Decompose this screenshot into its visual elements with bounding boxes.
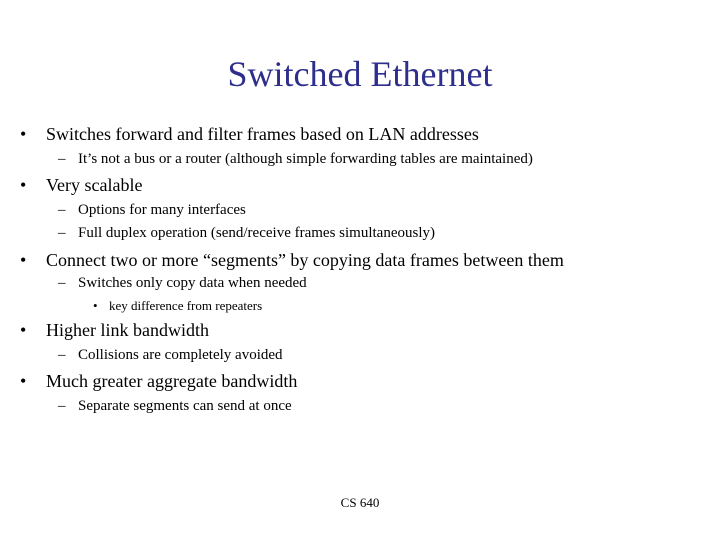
dash-marker: –	[58, 275, 66, 291]
bullet-marker: •	[20, 175, 27, 195]
bullet-4-sub-1: Collisions are completely avoided	[78, 347, 283, 363]
bullet-2-sub-1: Options for many interfaces	[78, 202, 246, 218]
bullet-3-sub-1: Switches only copy data when needed	[78, 275, 307, 291]
bullet-2-text: Very scalable	[46, 175, 143, 195]
bullet-marker: •	[20, 371, 27, 391]
bullet-5-sub-1: Separate segments can send at once	[78, 398, 292, 414]
bullet-marker: •	[20, 250, 27, 270]
dash-marker: –	[58, 151, 66, 167]
dash-marker: –	[58, 398, 66, 414]
bullet-marker: •	[20, 320, 27, 340]
dash-marker: –	[58, 202, 66, 218]
bullet-marker: •	[20, 124, 27, 144]
bullet-2-sub-2: Full duplex operation (send/receive frames simultaneously)	[78, 225, 435, 241]
bullet-marker-small: •	[93, 298, 98, 313]
dash-marker: –	[58, 225, 66, 241]
bullet-3-sub-1-sub-1: key difference from repeaters	[109, 298, 263, 313]
slide-footer: CS 640	[340, 495, 380, 510]
bullet-1-text: Switches forward and filter frames based on LAN addresses	[46, 124, 479, 144]
bullet-4-text: Higher link bandwidth	[46, 320, 209, 340]
bullet-3-text: Connect two or more “segments” by copying data frames between them	[46, 250, 564, 270]
dash-marker: –	[58, 347, 66, 363]
bullet-5-text: Much greater aggregate bandwidth	[46, 371, 298, 391]
slide-title: Switched Ethernet	[227, 54, 493, 94]
bullet-1-sub-1: It’s not a bus or a router (although simple forwarding tables are maintained)	[78, 151, 533, 167]
